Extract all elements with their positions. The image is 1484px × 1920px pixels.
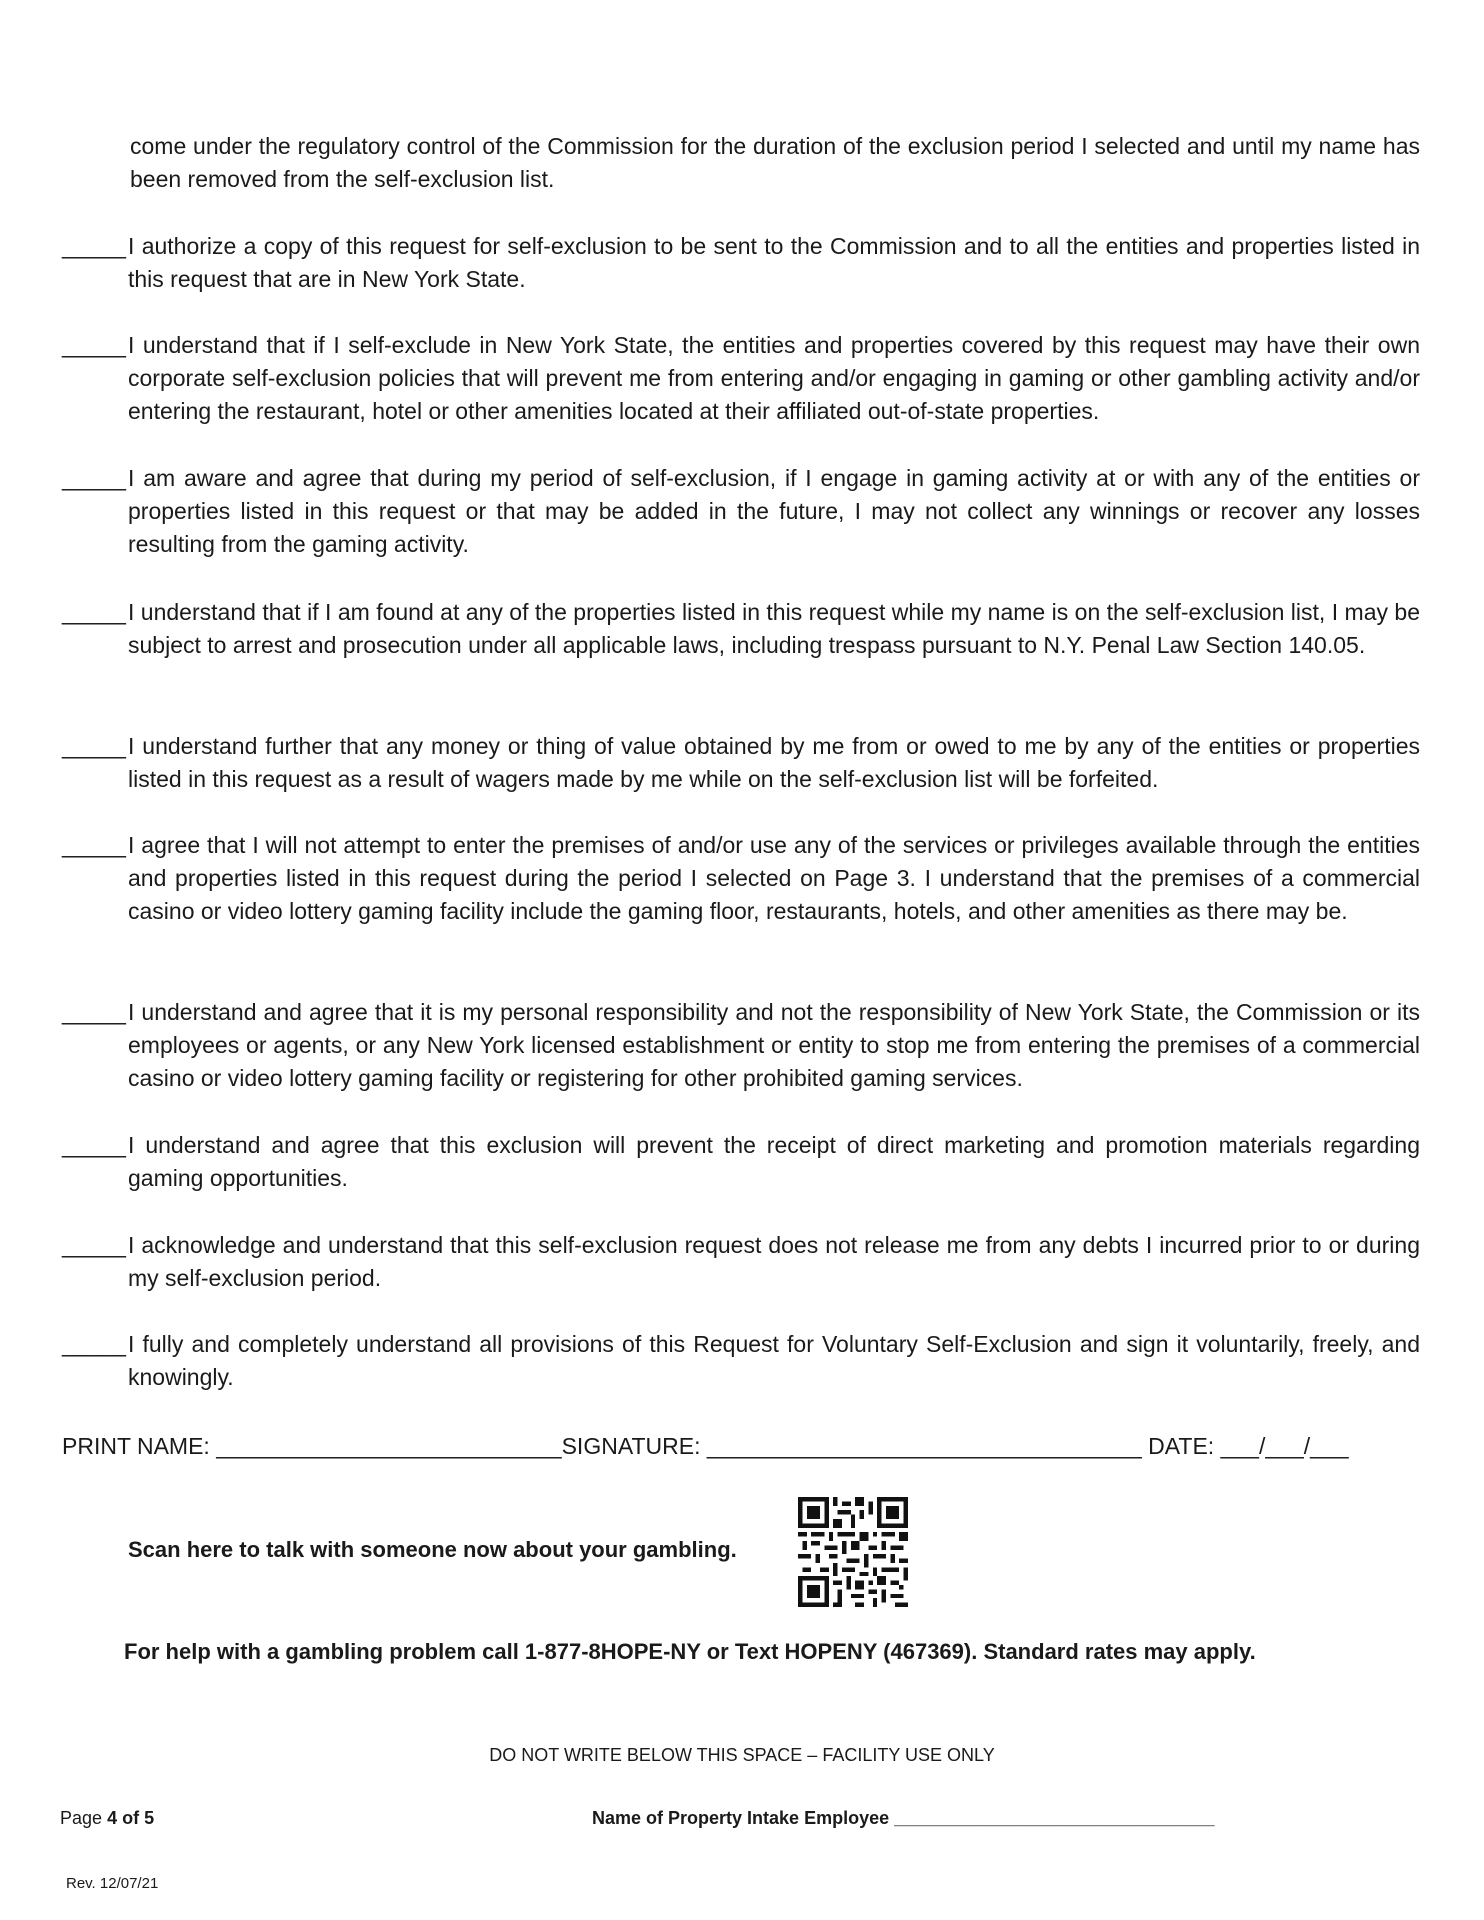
signature-line [62, 1430, 1420, 1463]
intro-paragraph: come under the regulatory control of the Commission for the duration of the exclusion period I selected and until my name has been removed from the self-exclusion list. [130, 133, 1420, 192]
initial-blank[interactable]: _____ [62, 465, 126, 491]
clause-text: I fully and completely understand all provisions of this Request for Voluntary Self-Exclusion and sign it voluntarily, freely, and knowingly. [128, 1331, 1420, 1390]
clause-text: I am aware and agree that during my period of self-exclusion, if I engage in gaming activity at or with any of the entities or properties listed in this request or that may be added in the future, I may not collect any winnings or recover any losses resulting from the gaming activity. [128, 465, 1420, 557]
initial-blank[interactable]: _____ [62, 1232, 126, 1258]
facility-use-notice: DO NOT WRITE BELOW THIS SPACE – FACILITY USE ONLY [489, 1745, 995, 1765]
clause-text: I understand that if I self-exclude in New York State, the entities and properties covered by this request may have their own corporate self-exclusion policies that will prevent me from entering and/or engaging in gaming or other gambling activity and/or entering the restaurant, hotel or other amenities located at their affiliated out-of-state properties. [128, 332, 1420, 424]
clause-personal-responsibility [62, 996, 1420, 1095]
clause-text: I authorize a copy of this request for self-exclusion to be sent to the Commission and to all the entities and properties listed in this request that are in New York State. [128, 233, 1420, 292]
initial-blank[interactable]: _____ [62, 999, 126, 1025]
clause-arrest-prosecution [62, 596, 1420, 662]
signature-label: SIGNATURE: [561, 1433, 701, 1459]
intake-employee-line [592, 1806, 1214, 1830]
initial-blank[interactable]: _____ [62, 332, 126, 358]
scan-prompt: Scan here to talk with someone now about your gambling. [128, 1537, 737, 1562]
clause-premises [62, 829, 1420, 928]
clause-text: I understand and agree that this exclusion will prevent the receipt of direct marketing and promotion materials regarding gaming opportunities. [128, 1132, 1420, 1191]
qr-code-icon[interactable] [798, 1497, 908, 1607]
clause-marketing [62, 1129, 1420, 1195]
clause-forfeiture [62, 730, 1420, 796]
signature-field[interactable]: __________________________________ [706, 1433, 1142, 1459]
clause-text: I understand further that any money or thing of value obtained by me from or owed to me by any of the entities or properties listed in this request as a result of wagers made by me while on the self-exclusion list will be forfeited. [128, 733, 1420, 792]
initial-blank[interactable]: _____ [62, 233, 126, 259]
help-hotline: For help with a gambling problem call 1-877-8HOPE-NY or Text HOPENY (467369). Standard rates may apply. [124, 1639, 1256, 1664]
initial-blank[interactable]: _____ [62, 1132, 126, 1158]
clause-authorize-copy [62, 230, 1420, 296]
clause-corporate-policies [62, 329, 1420, 428]
intake-field[interactable]: ________________________________ [894, 1808, 1215, 1828]
page-number [60, 1806, 154, 1830]
initial-blank[interactable]: _____ [62, 1331, 126, 1357]
date-field[interactable]: ___/___/___ [1220, 1433, 1349, 1459]
print-name-label: PRINT NAME: [62, 1433, 210, 1459]
print-name-field[interactable]: ___________________________ [216, 1433, 562, 1459]
clause-text: I acknowledge and understand that this self-exclusion request does not release me from any debts I incurred prior to or during my self-exclusion period. [128, 1232, 1420, 1291]
date-label: DATE: [1148, 1433, 1215, 1459]
page-count: 4 of 5 [107, 1808, 155, 1828]
clause-understand-provisions [62, 1328, 1420, 1394]
initial-blank[interactable]: _____ [62, 733, 126, 759]
intake-label: Name of Property Intake Employee [592, 1808, 890, 1828]
page-label: Page [60, 1808, 103, 1828]
clause-winnings-losses [62, 462, 1420, 561]
clause-debts [62, 1229, 1420, 1295]
clause-text: I understand and agree that it is my personal responsibility and not the responsibility of New York State, the Commission or its employees or agents, or any New York licensed establishment or entity to stop me from entering the premises of a commercial casino or video lottery gaming facility or registering for other prohibited gaming services. [128, 999, 1420, 1091]
clause-text: I understand that if I am found at any of the properties listed in this request while my name is on the self-exclusion list, I may be subject to arrest and prosecution under all applicable laws, including trespass pursuant to N.Y. Penal Law Section 140.05. [128, 599, 1420, 658]
clause-text: I agree that I will not attempt to enter the premises of and/or use any of the services or privileges available through the entities and properties listed in this request during the period I selected on Page 3. I understand that the premises of a commercial casino or video lottery gaming facility include the gaming floor, restaurants, hotels, and other amenities as there may be. [128, 832, 1420, 924]
revision-date: Rev. 12/07/21 [66, 1875, 159, 1892]
initial-blank[interactable]: _____ [62, 599, 126, 625]
initial-blank[interactable]: _____ [62, 832, 126, 858]
